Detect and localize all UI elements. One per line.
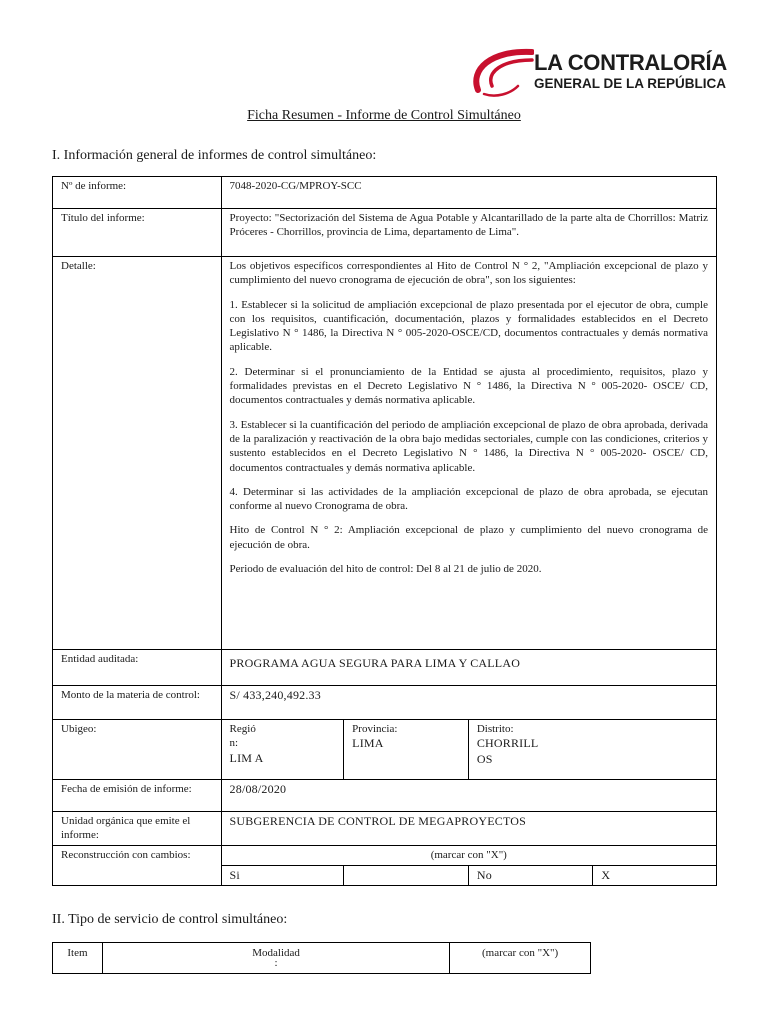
entidad-label: Entidad auditada: bbox=[53, 650, 222, 686]
table-row-ubigeo bbox=[53, 720, 717, 780]
modalidad-header bbox=[102, 943, 449, 974]
table-row-fecha bbox=[53, 780, 717, 812]
modalidad-header-sub: : bbox=[274, 957, 278, 970]
detalle-objective-3: 3. Establecer si la cuantificación del periodo de ampliación excepcional de plazo de obra aprobada, derivada de la paralización y reactivación de la obra bajo medidas sectoriales, cumple con las condiciones, criterios y sustento establecidos en el Decreto Legislativo N ° 1486, la Directiva N ° 005-2020- OSCE/ CD, documentos contractuales y demás normativa aplicable. bbox=[229, 418, 708, 474]
detalle-objective-1: 1. Establecer si la solicitud de ampliación excepcional de plazo presentada por el ejecutor de obra, cumple con los requisitos, cuantificación, documentación, plazos y formalidades establecidos en el Decreto Legislativo N ° 1486, la Directiva N ° 005-2020-OSCE/CD, documentos contractuales y demás normativa aplicable. bbox=[229, 298, 708, 354]
provincia-label: Provincia: bbox=[352, 723, 398, 735]
si-mark-cell[interactable] bbox=[344, 865, 469, 886]
reconstruccion-label: Reconstrucción con cambios: bbox=[53, 845, 222, 886]
no-option-label: No bbox=[468, 865, 593, 886]
si-option-label: Si bbox=[221, 865, 344, 886]
fecha-label: Fecha de emisión de informe: bbox=[53, 780, 222, 812]
detalle-paragraph: Los objetivos específicos correspondientes al Hito de Control N ° 2, "Ampliación excepcional de plazo y cumplimiento del nuevo cronograma de ejecución de obra", son los siguientes: bbox=[229, 260, 708, 287]
section2-title: II. Tipo de servicio de control simultáneo: bbox=[52, 912, 288, 927]
detalle-objective-2: 2. Determinar si el pronunciamiento de la Entidad se ajusta al procedimiento, requisitos, plazo y formalidades previstas en el Decreto Legislativo N ° 1486, la Directiva N ° 005-2020- OSCE/ CD, documentos contractuales y demás normativa aplicable. bbox=[229, 365, 708, 407]
no-mark-cell[interactable]: X bbox=[593, 865, 717, 886]
distrito-label: Distrito: bbox=[476, 723, 514, 735]
detalle-value bbox=[221, 257, 716, 650]
region-label: Regió n: bbox=[229, 723, 256, 750]
numero-value: 7048-2020-CG/MPROY-SCC bbox=[221, 177, 716, 209]
monto-value: S/ 433,240,492.33 bbox=[221, 686, 716, 720]
numero-label: Nº de informe: bbox=[53, 177, 222, 209]
contraloria-logo bbox=[470, 44, 730, 104]
table-row-reconstruccion bbox=[53, 845, 717, 865]
marcar-header: (marcar con "X") bbox=[450, 943, 591, 974]
region-value: LIM A bbox=[229, 750, 264, 765]
table-row-numero bbox=[53, 177, 717, 209]
logo-subtitle: GENERAL DE LA REPÚBLICA bbox=[534, 76, 727, 91]
contraloria-logo-icon bbox=[470, 44, 534, 100]
titulo-label: Título del informe: bbox=[53, 209, 222, 257]
detalle-periodo: Periodo de evaluación del hito de control: Del 8 al 21 de julio de 2020. bbox=[229, 563, 542, 576]
monto-label: Monto de la materia de control: bbox=[53, 686, 222, 720]
ubigeo-label: Ubigeo: bbox=[53, 720, 222, 780]
ubigeo-provincia-cell bbox=[344, 720, 469, 780]
table-header-row bbox=[53, 943, 591, 974]
detalle-objective-4: 4. Determinar si las actividades de la ampliación excepcional de plazo de obra aprobada, se ejecutan conforme al nuevo Cronograma de obra. bbox=[229, 485, 708, 513]
table-row-detalle bbox=[53, 257, 717, 650]
document-title: Ficha Resumen - Informe de Control Simultáneo bbox=[247, 108, 521, 123]
logo-name: LA CONTRALORÍA bbox=[534, 50, 727, 75]
table-row-entidad bbox=[53, 650, 717, 686]
service-type-table bbox=[52, 942, 591, 974]
table-row-monto bbox=[53, 686, 717, 720]
provincia-value: LIMA bbox=[352, 736, 384, 751]
table-row-titulo bbox=[53, 209, 717, 257]
ubigeo-distrito-cell bbox=[468, 720, 716, 780]
reconstruccion-instruction: (marcar con "X") bbox=[221, 845, 716, 865]
ubigeo-region-cell bbox=[221, 720, 344, 780]
modalidad-header-label: Modalidad bbox=[252, 947, 300, 959]
entidad-value: PROGRAMA AGUA SEGURA PARA LIMA Y CALLAO bbox=[221, 650, 716, 686]
fecha-value: 28/08/2020 bbox=[221, 780, 716, 812]
unidad-value: SUBGERENCIA DE CONTROL DE MEGAPROYECTOS bbox=[221, 812, 716, 846]
unidad-label: Unidad orgánica que emite el informe: bbox=[53, 812, 222, 846]
detalle-hito: Hito de Control N ° 2: Ampliación excepcional de plazo y cumplimiento del nuevo cronograma de ejecución de obra. bbox=[229, 524, 708, 551]
detalle-label: Detalle: bbox=[53, 257, 222, 650]
distrito-value: CHORRILL OS bbox=[476, 736, 538, 766]
general-info-table bbox=[52, 176, 717, 886]
section1-title: I. Información general de informes de control simultáneo: bbox=[52, 148, 377, 163]
item-header: Item bbox=[53, 943, 103, 974]
table-row-unidad bbox=[53, 812, 717, 846]
titulo-value: Proyecto: "Sectorización del Sistema de Agua Potable y Alcantarillado de la parte alta de Chorrillos: Matriz Próceres - Chorrillos, provincia de Lima, departamento de Lima". bbox=[221, 209, 716, 257]
